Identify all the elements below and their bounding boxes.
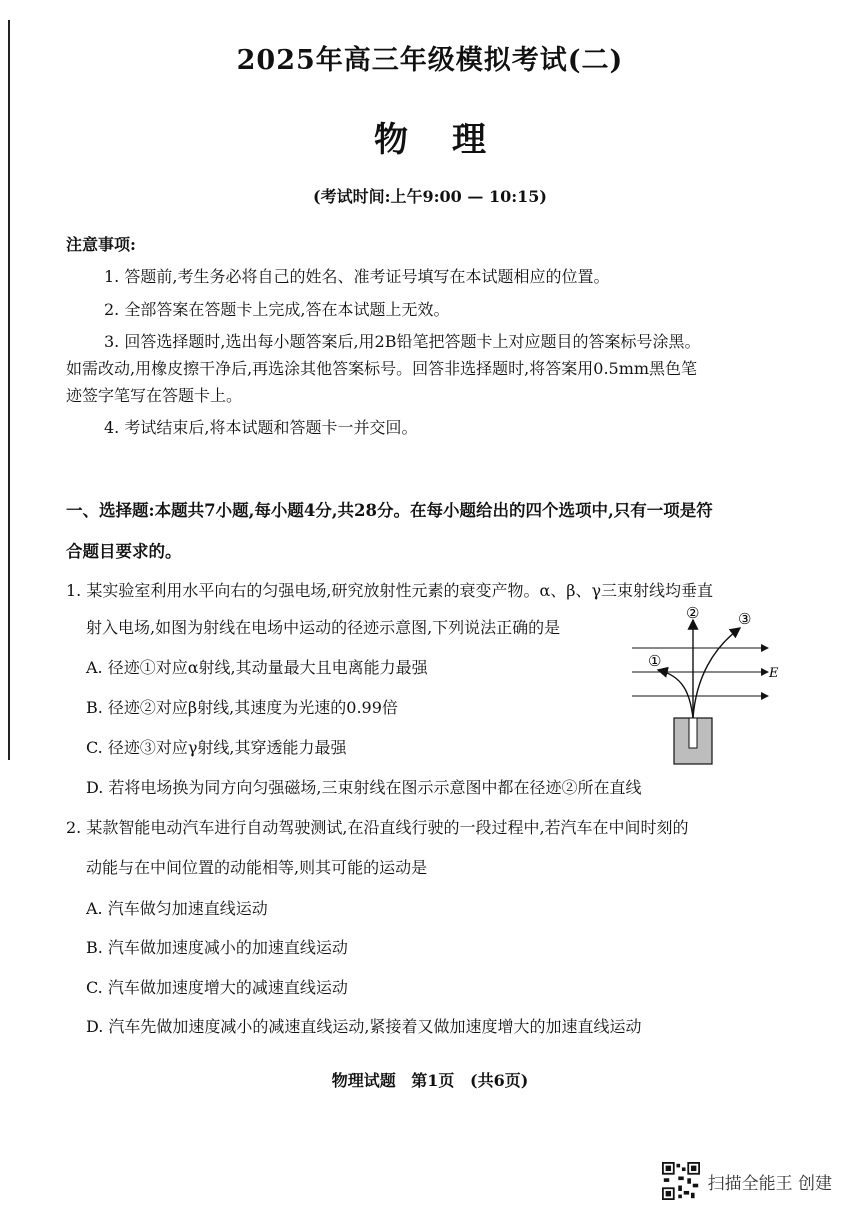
q1-option-d: D. 若将电场换为同方向匀强磁场,三束射线在图示示意图中都在径迹②所在直线: [86, 778, 642, 797]
label-trajectory-3: ③: [738, 610, 752, 628]
notice-item: 1. 答题前,考生务必将自己的姓名、准考证号填写在本试题相应的位置。: [104, 267, 610, 286]
notice-item: 3. 回答选择题时,选出每小题答案后,用2B铅笔把答题卡上对应题目的答案标号涂黑。: [104, 332, 701, 351]
q1-option-c: C. 径迹③对应γ射线,其穿透能力最强: [86, 738, 347, 757]
notice-item: 4. 考试结束后,将本试题和答题卡一并交回。: [104, 418, 418, 437]
exam-time: (考试时间:上午9:00 — 10:15): [313, 187, 547, 206]
label-trajectory-2: ②: [686, 604, 700, 622]
q2-stem-cont: 动能与在中间位置的动能相等,则其可能的运动是: [86, 858, 428, 877]
q1-stem-cont: 射入电场,如图为射线在电场中运动的径迹示意图,下列说法正确的是: [86, 618, 561, 637]
q1-figure: [628, 598, 788, 770]
section-heading: 一、选择题:本题共7小题,每小题4分,共28分。在每小题给出的四个选项中,只有一项是符: [66, 501, 713, 520]
field-label-e: E: [769, 666, 779, 681]
q1-option-b: B. 径迹②对应β射线,其速度为光速的0.99倍: [86, 698, 398, 717]
trajectory-3: [693, 628, 740, 718]
q2-stem: 2. 某款智能电动汽车进行自动驾驶测试,在沿直线行驶的一段过程中,若汽车在中间时刻的: [66, 818, 689, 837]
q2-option-c: C. 汽车做加速度增大的减速直线运动: [86, 978, 348, 997]
page-footer: 物理试题 第1页 (共6页): [331, 1071, 529, 1090]
notice-heading: 注意事项:: [66, 235, 136, 254]
notice-item: 2. 全部答案在答题卡上完成,答在本试题上无效。: [104, 300, 450, 319]
scanner-watermark: [662, 1162, 832, 1200]
subject-title: 物理: [374, 120, 530, 160]
q1-stem: 1. 某实验室利用水平向右的匀强电场,研究放射性元素的衰变产物。α、β、γ三束射线均垂直: [66, 581, 714, 600]
q2-option-a: A. 汽车做匀加速直线运动: [86, 899, 268, 918]
q1-option-a: A. 径迹①对应α射线,其动量最大且电离能力最强: [86, 658, 428, 677]
watermark-text: 扫描全能王 创建: [707, 1173, 832, 1194]
q2-option-d: D. 汽车先做加速度减小的减速直线运动,紧接着又做加速度增大的加速直线运动: [86, 1017, 642, 1036]
label-trajectory-1: ①: [648, 652, 662, 670]
qr-code-icon: [662, 1162, 700, 1200]
trajectory-1: [658, 670, 693, 718]
exam-title: 2025年高三年级模拟考试(二): [236, 45, 624, 76]
source-slot: [689, 718, 697, 748]
notice-item: 迹签字笔写在答题卡上。: [66, 386, 243, 405]
notice-item: 如需改动,用橡皮擦干净后,再选涂其他答案标号。回答非选择题时,将答案用0.5mm黑色笔: [66, 359, 698, 378]
q2-option-b: B. 汽车做加速度减小的加速直线运动: [86, 938, 348, 957]
section-heading-cont: 合题目要求的。: [66, 542, 182, 561]
